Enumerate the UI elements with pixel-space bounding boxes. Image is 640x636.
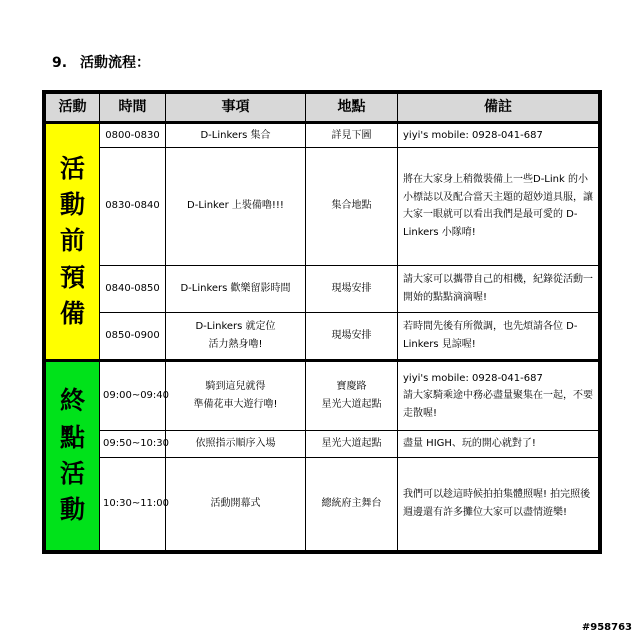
note-cell: 盡量 HIGH、玩的開心就對了! (398, 431, 599, 458)
header-item: 事項 (166, 94, 306, 123)
item-cell: D-Linkers 集合 (166, 123, 306, 147)
phase-char: 活 (59, 153, 85, 183)
time-cell: 0830-0840 (100, 147, 166, 265)
note-cell: 將在大家身上稍微裝備上一些D-Link 的小小標誌以及配合當天主題的超妙道具服，讓大家一眼就可以看出我們是最可愛的 D-Linkers 小隊唷! (398, 147, 599, 265)
note-cell (398, 360, 599, 430)
schedule-table (42, 90, 602, 554)
header-notes: 備註 (398, 94, 599, 123)
phase-finish-event (46, 360, 100, 550)
place-cell: 總統府主舞台 (306, 457, 398, 550)
item-cell: 依照指示順序入場 (166, 431, 306, 458)
place-cell: 現場安排 (306, 265, 398, 313)
place-cell: 現場安排 (306, 313, 398, 361)
table-row (46, 123, 599, 147)
note-cell: 我們可以趁這時候拍拍集體照喔! 拍完照後週邊還有許多攤位大家可以盡情遊樂! (398, 457, 599, 550)
phase-pre-event (46, 123, 100, 360)
item-line: 活力熱身嚕! (208, 338, 263, 350)
place-cell: 星光大道起點 (306, 431, 398, 458)
phase-char: 動 (59, 495, 85, 525)
item-line: 騎到這兒就得 (205, 381, 266, 393)
table-row (46, 313, 599, 361)
note-cell: yiyi's mobile: 0928-041-687 (398, 123, 599, 147)
place-cell: 集合地點 (306, 147, 398, 265)
item-line: 準備花車大遊行嚕! (193, 398, 278, 410)
time-cell: 0840-0850 (100, 265, 166, 313)
phase-char: 活 (59, 458, 85, 488)
phase-char: 點 (59, 422, 85, 452)
header-activity: 活動 (46, 94, 100, 123)
place-cell: 詳見下圖 (306, 123, 398, 147)
item-cell (166, 313, 306, 361)
note-cell: 若時間先後有所微調，也先煩請各位 D-Linkers 見諒喔! (398, 313, 599, 361)
item-cell (166, 360, 306, 430)
item-line: D-Linkers 就定位 (195, 321, 276, 333)
header-place: 地點 (306, 94, 398, 123)
table-row (46, 431, 599, 458)
watermark-id: #958763 (581, 622, 632, 633)
time-cell: 0850-0900 (100, 313, 166, 361)
item-cell: D-Linker 上裝備嚕!!! (166, 147, 306, 265)
note-line: yiyi's mobile: 0928-041-687 (403, 372, 543, 384)
time-cell: 0800-0830 (100, 123, 166, 147)
section-title: 活動流程： (80, 55, 150, 71)
phase-char: 動 (59, 190, 85, 220)
item-cell: 活動開幕式 (166, 457, 306, 550)
section-number: 9. (52, 55, 68, 71)
header-row (46, 94, 599, 123)
place-line: 星光大道起點 (321, 398, 382, 410)
item-cell: D-Linkers 歡樂留影時間 (166, 265, 306, 313)
place-line: 寶慶路 (336, 381, 367, 393)
table-row (46, 265, 599, 313)
phase-char: 預 (59, 262, 85, 292)
phase-char: 前 (59, 226, 85, 256)
header-time: 時間 (100, 94, 166, 123)
phase-char: 終 (59, 386, 85, 416)
time-cell: 10:30~11:00 (100, 457, 166, 550)
section-heading (52, 52, 150, 72)
phase-char: 備 (59, 298, 85, 328)
table-row (46, 360, 599, 430)
table-row (46, 147, 599, 265)
place-cell (306, 360, 398, 430)
table-row (46, 457, 599, 550)
time-cell: 09:00~09:40 (100, 360, 166, 430)
note-line: 請大家騎乘途中務必盡量聚集在一起，不要走散喔! (403, 390, 593, 419)
time-cell: 09:50~10:30 (100, 431, 166, 458)
note-cell: 請大家可以攜帶自己的相機，紀錄從活動一開始的點點滴滴喔! (398, 265, 599, 313)
